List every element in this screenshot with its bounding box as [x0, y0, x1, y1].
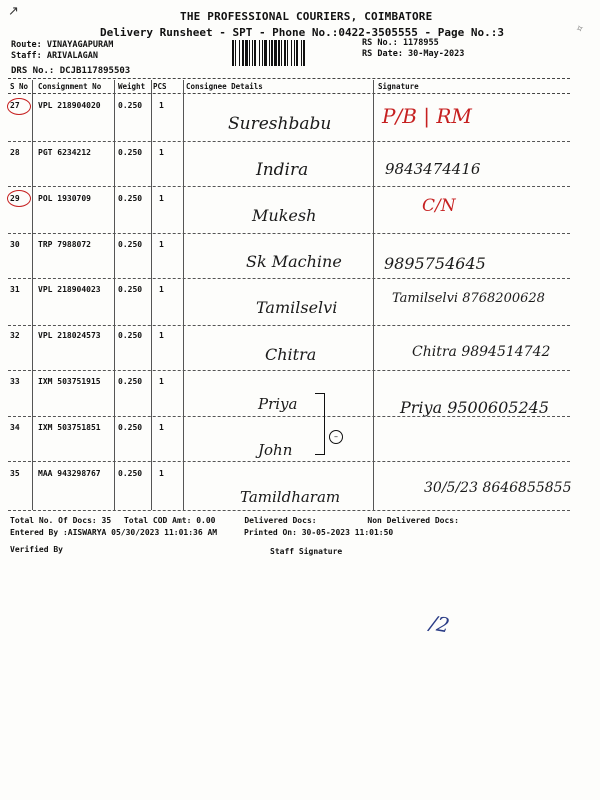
col-divider [32, 80, 33, 510]
printed-on: Printed On: 30-05-2023 11:01:50 [243, 528, 394, 537]
row-consignment: VPL 218904020 [38, 101, 101, 110]
row-consignment: POL 1930709 [38, 194, 91, 203]
row-sno: 34 [10, 423, 20, 432]
row-pcs: 1 [159, 423, 164, 432]
row-signature: Tamilselvi 8768200628 [392, 291, 545, 306]
rs-date: RS Date: 30-May-2023 [362, 49, 465, 59]
row-pcs: 1 [159, 377, 164, 386]
col-header-consignment: Consignment No [38, 82, 102, 91]
row-signature: 30/5/23 8646855855 [424, 480, 572, 496]
sno-circle-mark [7, 98, 31, 115]
staff-label: Staff: ARIVALAGAN [11, 51, 98, 61]
row-consignment: MAA 943298767 [38, 469, 101, 478]
verified-by: Verified By [10, 545, 63, 554]
row-sno: 27 [10, 101, 20, 110]
entry-line [10, 528, 401, 537]
col-header-signature: Signature [378, 82, 419, 91]
row-consignee: Priya [258, 395, 298, 413]
row-weight: 0.250 [118, 148, 143, 157]
row-weight: 0.250 [118, 240, 143, 249]
row-weight: 0.250 [118, 377, 143, 386]
row-pcs: 1 [159, 240, 164, 249]
total-cod: Total COD Amt: 0.00 [123, 516, 216, 525]
row-signature: C/N [422, 196, 456, 216]
row-consignee: Sk Machine [246, 252, 342, 271]
page-fraction-mark: /2 [428, 610, 452, 638]
row-weight: 0.250 [118, 331, 143, 340]
staff-signature-label: Staff Signature [270, 547, 343, 556]
row-pcs: 1 [159, 469, 164, 478]
row-pcs: 1 [159, 285, 164, 294]
row-separator [8, 141, 570, 142]
col-divider [373, 80, 374, 510]
row-sno: 31 [10, 285, 20, 294]
circled-mark-icon: – [329, 430, 343, 444]
entered-by: Entered By :AISWARYA 05/30/2023 11:01:36 AM [10, 528, 218, 537]
row-consignee: Chitra [265, 345, 317, 364]
row-separator [8, 461, 570, 462]
row-signature: Priya 9500605245 [400, 398, 549, 417]
col-divider [183, 80, 184, 510]
sno-circle-mark [7, 190, 31, 207]
row-pcs: 1 [159, 148, 164, 157]
row-separator [8, 325, 570, 326]
col-divider [151, 80, 152, 510]
row-weight: 0.250 [118, 285, 143, 294]
row-consignment: VPL 218024573 [38, 331, 101, 340]
row-pcs: 1 [159, 331, 164, 340]
company-title: THE PROFESSIONAL COURIERS, COIMBATORE [180, 10, 433, 23]
rs-number: RS No.: 1178955 [362, 38, 439, 48]
row-consignment: TRP 7988072 [38, 240, 91, 249]
row-weight: 0.250 [118, 194, 143, 203]
row-separator [8, 233, 570, 234]
row-signature: Chitra 9894514742 [412, 344, 551, 360]
row-sno: 33 [10, 377, 20, 386]
row-separator [8, 186, 570, 187]
row-consignee: Indira [256, 160, 309, 180]
row-signature: 9895754645 [384, 254, 486, 273]
row-separator [8, 510, 570, 511]
runsheet-subtitle: Delivery Runsheet - SPT - Phone No.:0422-3505555 - Page No.:3 [100, 26, 504, 39]
row-separator [8, 370, 570, 371]
rs-block [362, 38, 464, 60]
row-consignment: IXM 503751915 [38, 377, 101, 386]
bracket-mark [315, 393, 325, 455]
row-signature: P/B | RM [382, 104, 472, 128]
row-pcs: 1 [159, 194, 164, 203]
row-consignee: Sureshbabu [228, 114, 332, 134]
row-separator [8, 278, 570, 279]
header-top-rule [8, 78, 570, 79]
row-separator [8, 416, 570, 417]
row-weight: 0.250 [118, 101, 143, 110]
col-header-sno: S No [10, 82, 29, 91]
row-pcs: 1 [159, 101, 164, 110]
totals-line [10, 516, 467, 525]
row-sno: 28 [10, 148, 20, 157]
row-sno: 32 [10, 331, 20, 340]
row-consignee: John [258, 441, 293, 459]
delivered-docs: Delivered Docs: [244, 516, 317, 525]
route-staff-block [11, 40, 130, 77]
col-header-weight: Weight [118, 82, 146, 91]
route-label: Route: VINAYAGAPURAM [11, 40, 114, 50]
row-sno: 29 [10, 194, 20, 203]
row-consignment: VPL 218904023 [38, 285, 101, 294]
pin-icon: ↗ [8, 4, 19, 19]
non-delivered-docs: Non Delivered Docs: [367, 516, 459, 525]
col-header-consignee: Consignee Details [186, 82, 263, 91]
col-header-pcs: PCS [153, 82, 167, 91]
row-sno: 30 [10, 240, 20, 249]
total-docs: Total No. Of Docs: 35 [10, 516, 112, 525]
row-weight: 0.250 [118, 423, 143, 432]
row-signature: 9843474416 [385, 160, 481, 178]
row-consignee: Tamilselvi [256, 298, 338, 317]
row-weight: 0.250 [118, 469, 143, 478]
header-bottom-rule [8, 93, 570, 94]
barcode [230, 40, 358, 66]
row-sno: 35 [10, 469, 20, 478]
drs-number: DRS No.: DCJB117895503 [11, 66, 131, 76]
row-consignment: IXM 503751851 [38, 423, 101, 432]
row-consignee: Tamildharam [240, 488, 341, 506]
row-consignee: Mukesh [252, 206, 317, 225]
col-divider [114, 80, 115, 510]
row-consignment: PGT 6234212 [38, 148, 91, 157]
margin-scribble-icon: ✧ [573, 22, 586, 37]
